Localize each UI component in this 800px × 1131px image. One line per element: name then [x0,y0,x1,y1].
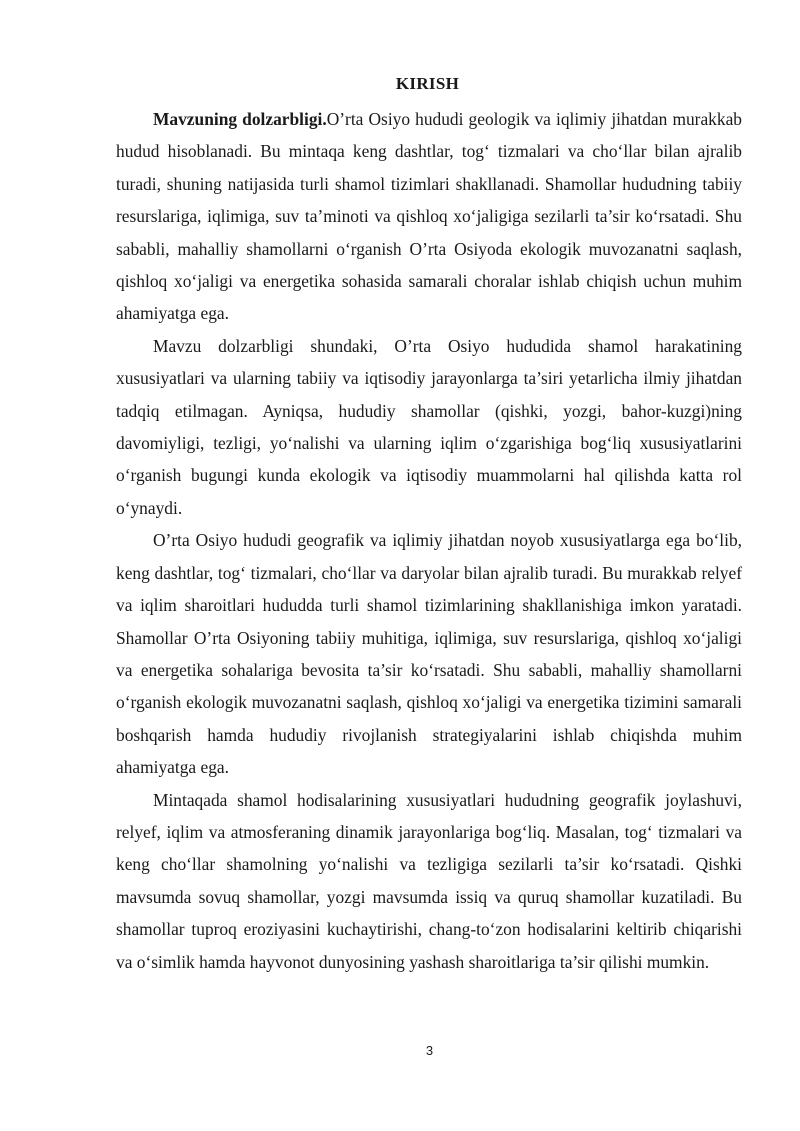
paragraph-lead: Mavzuning dolzarbligi. [153,109,327,129]
page-number: 3 [425,1043,434,1058]
document-body [116,103,742,978]
paragraph-text: O’rta Osiyo hududi geologik va iqlimiy jihatdan murakkab hudud hisoblanadi. Bu mintaqa keng dashtlar, tog‘ tizmalari va cho‘llar bilan ajralib turadi, shuning natijasida turli shamol tizimlari shakllanadi. Shamollar hududning tabiiy resurslariga, iqlimiga, suv ta’minoti va qishloq xo‘jaligiga sezilarli ta’sir ko‘rsatadi. Shu sababli, mahalliy shamollarni o‘rganish O’rta Osiyoda ekologik muvozanatni saqlash, qishloq xo‘jaligi va energetika sohasida samarali choralar ishlab chiqish uchun muhim ahamiyatga ega. [116,109,742,324]
paragraph-text: Mavzu dolzarbligi shundaki, O’rta Osiyo hududida shamol harakatining xususiyatlari va ularning tabiiy va iqtisodiy jarayonlarga ta’siri yetarlicha ilmiy jihatdan tadqiq etilmagan. Ayniqsa, hududiy shamollar (qishki, yozgi, bahor-kuzgi)ning davomiyligi, tezligi, yo‘nalishi va ularning iqlim o‘zgarishiga bog‘liq xususiyatlarini o‘rganish bugungi kunda ekologik va iqtisodiy muammolarni hal qilishda katta rol o‘ynaydi. [116,335,742,518]
paragraph-text: O’rta Osiyo hududi geografik va iqlimiy jihatdan noyob xususiyatlarga ega bo‘lib, keng dashtlar, tog‘ tizmalari, cho‘llar va daryolar bilan ajralib turadi. Bu murakkab relyef va iqlim sharoitlari hududda turli shamol tizimlarining shakllanishiga imkon yaratadi. Shamollar O’rta Osiyoning tabiiy muhitiga, iqlimiga, suv resurslariga, qishloq xo‘jaligi va energetika sohalariga bevosita ta’sir ko‘rsatadi. Shu sababli, mahalliy shamollarni o‘rganish ekologik muvozanatni saqlash, qishloq xo‘jaligi va energetika tizimini samarali boshqarish hamda hududiy rivojlanish strategiyalarini ishlab chiqishda muhim ahamiyatga ega. [116,530,742,778]
paragraph-relevance [116,103,742,330]
paragraph-text: Mintaqada shamol hodisalarining xususiyatlari hududning geografik joylashuvi, relyef, iqlim va atmosferaning dinamik jarayonlariga bog‘liq. Masalan, tog‘ tizmalari va keng cho‘llar shamolning yo‘nalishi va tezligiga sezilarli ta’sir ko‘rsatadi. Qishki mavsumda sovuq shamollar, yozgi mavsumda issiq va quruq shamollar kuzatiladi. Bu shamollar tuproq eroziyasini kuchaytirishi, chang-to‘zon hodisalarini keltirib chiqarishi va o‘simlik hamda hayvonot dunyosining yashash sharoitlariga ta’sir qilishi mumkin. [116,789,742,972]
section-title: KIRISH [395,74,460,93]
